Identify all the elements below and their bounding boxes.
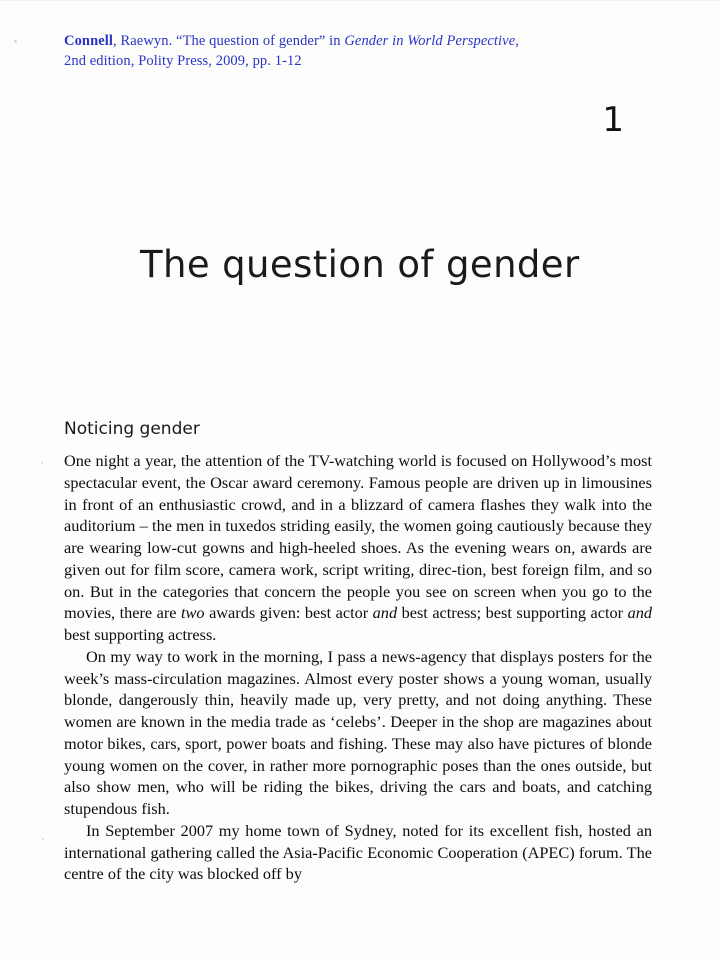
citation-line-two: 2nd edition, Polity Press, 2009, pp. 1-12	[64, 52, 302, 69]
emphasis-text: two	[181, 603, 205, 623]
body-paragraph	[64, 646, 652, 820]
text-run: best supporting actress.	[64, 625, 217, 644]
citation-text-before-title: , Raewyn. “The question of gender” in	[113, 33, 345, 49]
body-paragraph	[64, 450, 652, 646]
text-run: On my way to work in the morning, I pass a news-agency that displays posters for the week’s mass-circulation magazines. Almost every poster shows a young woman, usually blonde, dangerously thin, heavily made up, very pretty, and not doing anything. These women are known in the media trade as ‘celebs’. Deeper in the shop are magazines about motor bikes, cars, sport, power boats and fishing. These may also have pictures of blonde young women on the cover, in rather more pornographic poses than the ones outside, but also show men, who will be riding the bikes, driving the cars and boats, and catching stupendous fish.	[64, 646, 652, 818]
citation-author: Connell	[64, 33, 114, 49]
text-run: One night a year, the attention of the TV-watching world is focused on Hollywood’s most spectacular event, the Oscar award ceremony. Famous people are driven up in limousines in front of an enthusiastic crowd, and in a blizzard of camera flashes they walk into the auditorium – the men in tuxedos striding easily, the women going cautiously because they are wearing low-cut gowns and high-heeled shoes. As the evening wears on, awards are given out for film score, camera work, script writing, direc-tion, best foreign film, and so on. But in the categories that concern the people you see on screen when you go to the movies, there are	[64, 451, 652, 623]
emphasis-text: and	[372, 603, 398, 623]
chapter-number: 1	[602, 100, 624, 140]
chapter-title: The question of gender	[140, 242, 580, 286]
page-edge-line	[0, 0, 720, 1]
scan-artifact-dot	[14, 40, 17, 43]
text-run: best actress; best supporting actor	[397, 603, 628, 623]
text-run: awards given: best actor	[204, 603, 373, 623]
emphasis-text: and	[627, 603, 652, 623]
citation-text-after-title: ,	[515, 33, 519, 49]
citation-annotation	[64, 32, 664, 71]
body-paragraph	[64, 820, 652, 885]
text-run: In September 2007 my home town of Sydney, noted for its excellent fish, hosted an international gathering called the Asia-Pacific Economic Cooperation (APEC) forum. The centre of the city was blocked off by	[64, 820, 652, 884]
scan-artifact-dot	[42, 838, 44, 840]
body-text	[64, 450, 652, 885]
citation-book-title: Gender in World Perspective	[344, 33, 516, 49]
section-heading: Noticing gender	[64, 419, 200, 440]
scan-artifact-dot	[41, 462, 43, 464]
